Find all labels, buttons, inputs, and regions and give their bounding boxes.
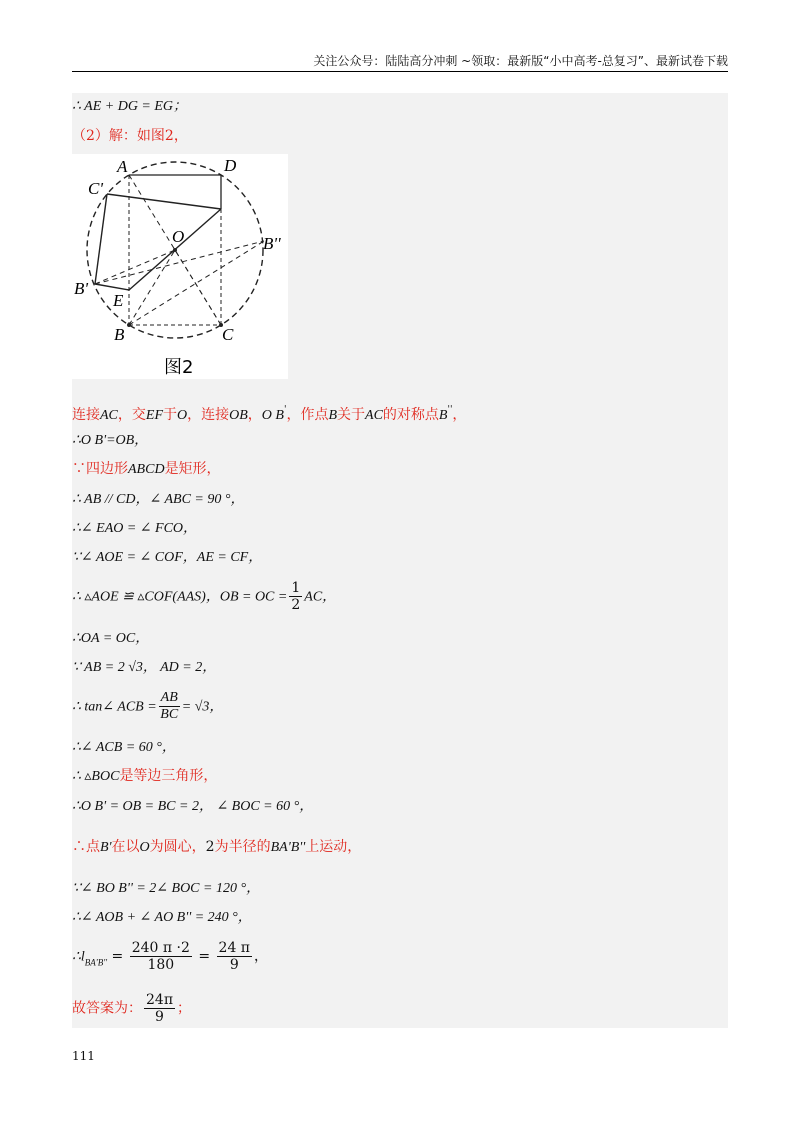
line-16: ∴点B'在以O为圆心，2为半径的BA'B''上运动， (72, 839, 362, 855)
line-17: ∵∠ BO B'' = 2∠ BOC = 120 °， (72, 881, 261, 896)
line-15: ∴O B' = OB = BC = 2， ∠ BOC = 60 °， (72, 799, 314, 814)
line-13: ∴∠ ACB = 60 °， (72, 740, 176, 755)
point-O (173, 248, 177, 252)
line-5: ∵四边形ABCD是矩形， (72, 461, 221, 477)
line-11: ∵ AB = 2 √3， AD = 2， (72, 660, 217, 675)
label-O: O (172, 227, 185, 246)
line-4: ∴O B'=OB， (72, 433, 149, 448)
segment-BB'' (129, 241, 264, 325)
figure-caption: 图2 (164, 357, 194, 378)
figure-svg (72, 154, 288, 379)
line-18: ∴∠ AOB + ∠ AO B'' = 240 °， (72, 910, 252, 925)
segment-C'F (107, 194, 221, 209)
segment-B'E (95, 284, 129, 290)
line-20: 故答案为： $\frac{24\pi}{9}$ ； (72, 992, 192, 1025)
label-E: E (113, 291, 124, 310)
segment-OB' (95, 250, 175, 284)
segment-C'B' (95, 194, 107, 284)
line-2: （2）解：如图2， (72, 128, 188, 144)
line-1: ∴ AE + DG = EG； (72, 99, 188, 114)
label-C: C (222, 325, 234, 344)
line-14: ∴ ▵BOC是等边三角形， (72, 768, 218, 784)
label-C-prime: C' (88, 179, 103, 198)
segment-B'B'' (95, 241, 264, 284)
label-B-prime: B' (74, 279, 89, 298)
segment-OC (175, 250, 221, 325)
label-A: A (117, 157, 128, 176)
line-12: ∴ tan∠ ACB = $\frac{AB}{BC}$ = √3， (72, 690, 224, 722)
label-B: B (114, 325, 125, 344)
line-9: ∴ ▵AOE ≌ ▵COF(AAS)，OB = OC = $\frac{1}{2}$ AC， (72, 580, 337, 613)
page-header: 关注公众号：陆陆高分冲刺 ~领取：最新版“小中高考-总复习”、最新试卷下载 (313, 54, 728, 68)
page-number: 111 (72, 1049, 95, 1063)
line-10: ∴OA = OC， (72, 631, 150, 646)
segment-OB (129, 250, 175, 325)
header-rule (72, 71, 728, 72)
line-3: 连接AC，交EF于O，连接OB，O B'，作点B关于AC的对称点B''， (72, 405, 467, 423)
geometry-figure (72, 154, 288, 379)
line-7: ∴∠ EAO = ∠ FCO， (72, 521, 198, 536)
label-D: D (224, 156, 237, 175)
point-B (127, 323, 131, 327)
line-19: $\therefore l_{BA'B''}$ = $\frac{240 \pi \cdot 2}{180}$ = $\frac{24 \pi}{9}$ ， (72, 940, 269, 973)
line-6: ∴ AB // CD，∠ ABC = 90 °， (72, 492, 245, 507)
label-B-double-prime: B'' (263, 234, 281, 253)
line-8: ∵∠ AOE = ∠ COF，AE = CF， (72, 550, 263, 565)
